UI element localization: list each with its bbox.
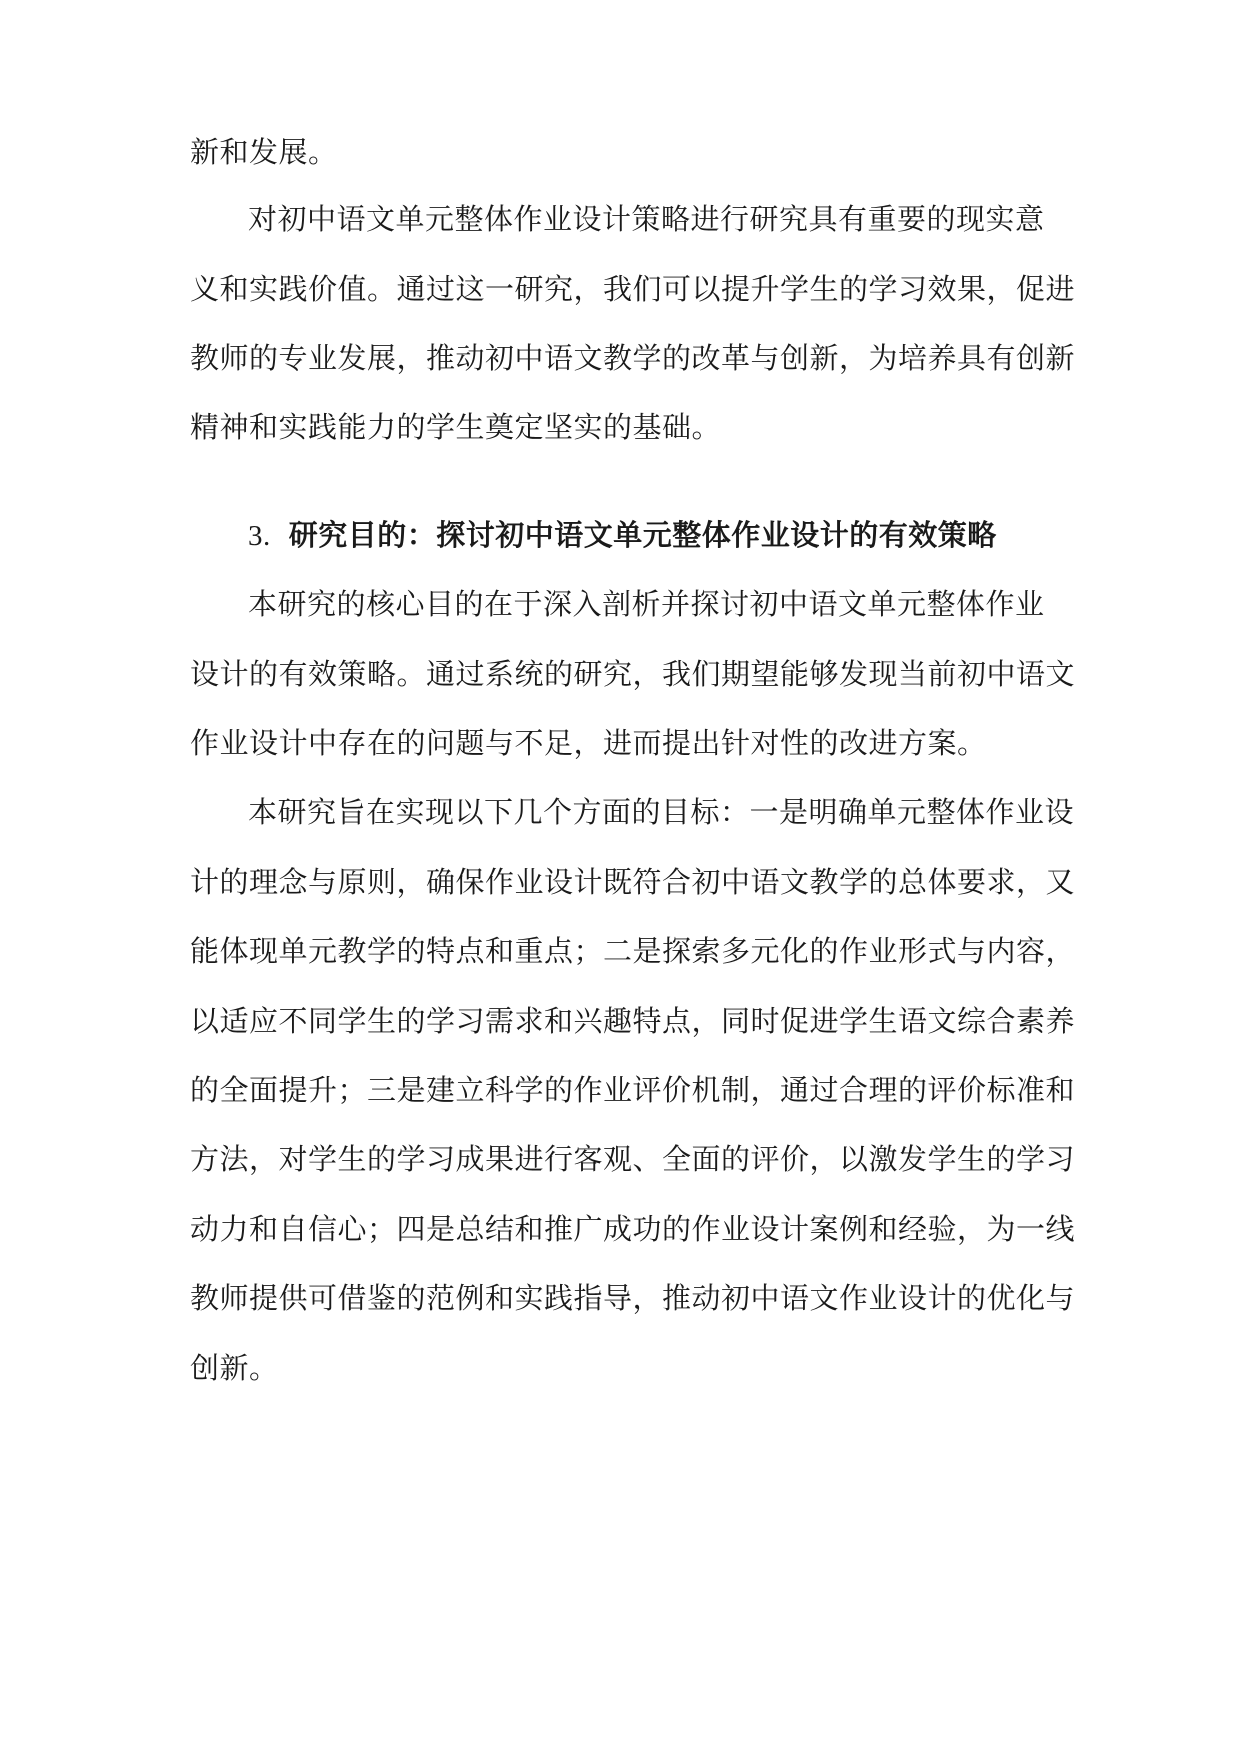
paragraph-goals-cont	[190, 1281, 1076, 1315]
text-line: 作业设计中存在的问题与不足，进而提出针对性的改进方案。	[190, 726, 987, 760]
heading-text: 研究目的：探讨初中语文单元整体作业设计的有效策略	[288, 518, 997, 552]
paragraph-purpose-cont	[190, 657, 1076, 691]
text-line: 设计的有效策略。通过系统的研究，我们期望能够发现当前初中语文	[190, 657, 1076, 691]
text-line: 以适应不同学生的学习需求和兴趣特点，同时促进学生语文综合素养	[190, 1004, 1076, 1038]
text-line: 能体现单元教学的特点和重点；二是探索多元化的作业形式与内容，	[190, 934, 1076, 968]
paragraph-goals-cont	[190, 1073, 1076, 1107]
text-line: 教师的专业发展，推动初中语文教学的改革与创新，为培养具有创新	[190, 341, 1076, 375]
text-line: 的全面提升；三是建立科学的作业评价机制，通过合理的评价标准和	[190, 1073, 1076, 1107]
text-line: 创新。	[190, 1351, 279, 1385]
section-heading	[190, 518, 1070, 552]
text-line: 对初中语文单元整体作业设计策略进行研究具有重要的现实意	[248, 202, 1045, 236]
paragraph-goals-cont	[190, 1351, 1070, 1385]
paragraph-significance-cont	[190, 272, 1076, 306]
text-line: 教师提供可借鉴的范例和实践指导，推动初中语文作业设计的优化与	[190, 1281, 1076, 1315]
text-line: 方法，对学生的学习成果进行客观、全面的评价，以激发学生的学习	[190, 1142, 1076, 1176]
paragraph-goals-cont	[190, 1004, 1076, 1038]
paragraph-goals-cont	[190, 934, 1076, 968]
text-line: 本研究的核心目的在于深入剖析并探讨初中语文单元整体作业	[248, 587, 1045, 621]
paragraph-purpose-cont	[190, 726, 1070, 760]
paragraph-goals-cont	[190, 1212, 1076, 1246]
paragraph-significance	[190, 202, 1070, 236]
paragraph-significance-cont	[190, 341, 1076, 375]
paragraph-goals-cont	[190, 1142, 1076, 1176]
text-line: 本研究旨在实现以下几个方面的目标：一是明确单元整体作业设	[248, 795, 1075, 829]
paragraph-goals-cont	[190, 865, 1076, 899]
heading-number: 3.	[248, 520, 271, 552]
text-line: 新和发展。	[190, 135, 338, 169]
text-line: 动力和自信心；四是总结和推广成功的作业设计案例和经验，为一线	[190, 1212, 1076, 1246]
paragraph-continuation	[190, 135, 1070, 169]
text-line: 计的理念与原则，确保作业设计既符合初中语文教学的总体要求，又	[190, 865, 1076, 899]
paragraph-purpose	[190, 587, 1070, 621]
paragraph-goals	[190, 795, 1075, 829]
text-line: 义和实践价值。通过这一研究，我们可以提升学生的学习效果，促进	[190, 272, 1076, 306]
paragraph-significance-cont	[190, 410, 1070, 444]
text-line: 精神和实践能力的学生奠定坚实的基础。	[190, 410, 722, 444]
